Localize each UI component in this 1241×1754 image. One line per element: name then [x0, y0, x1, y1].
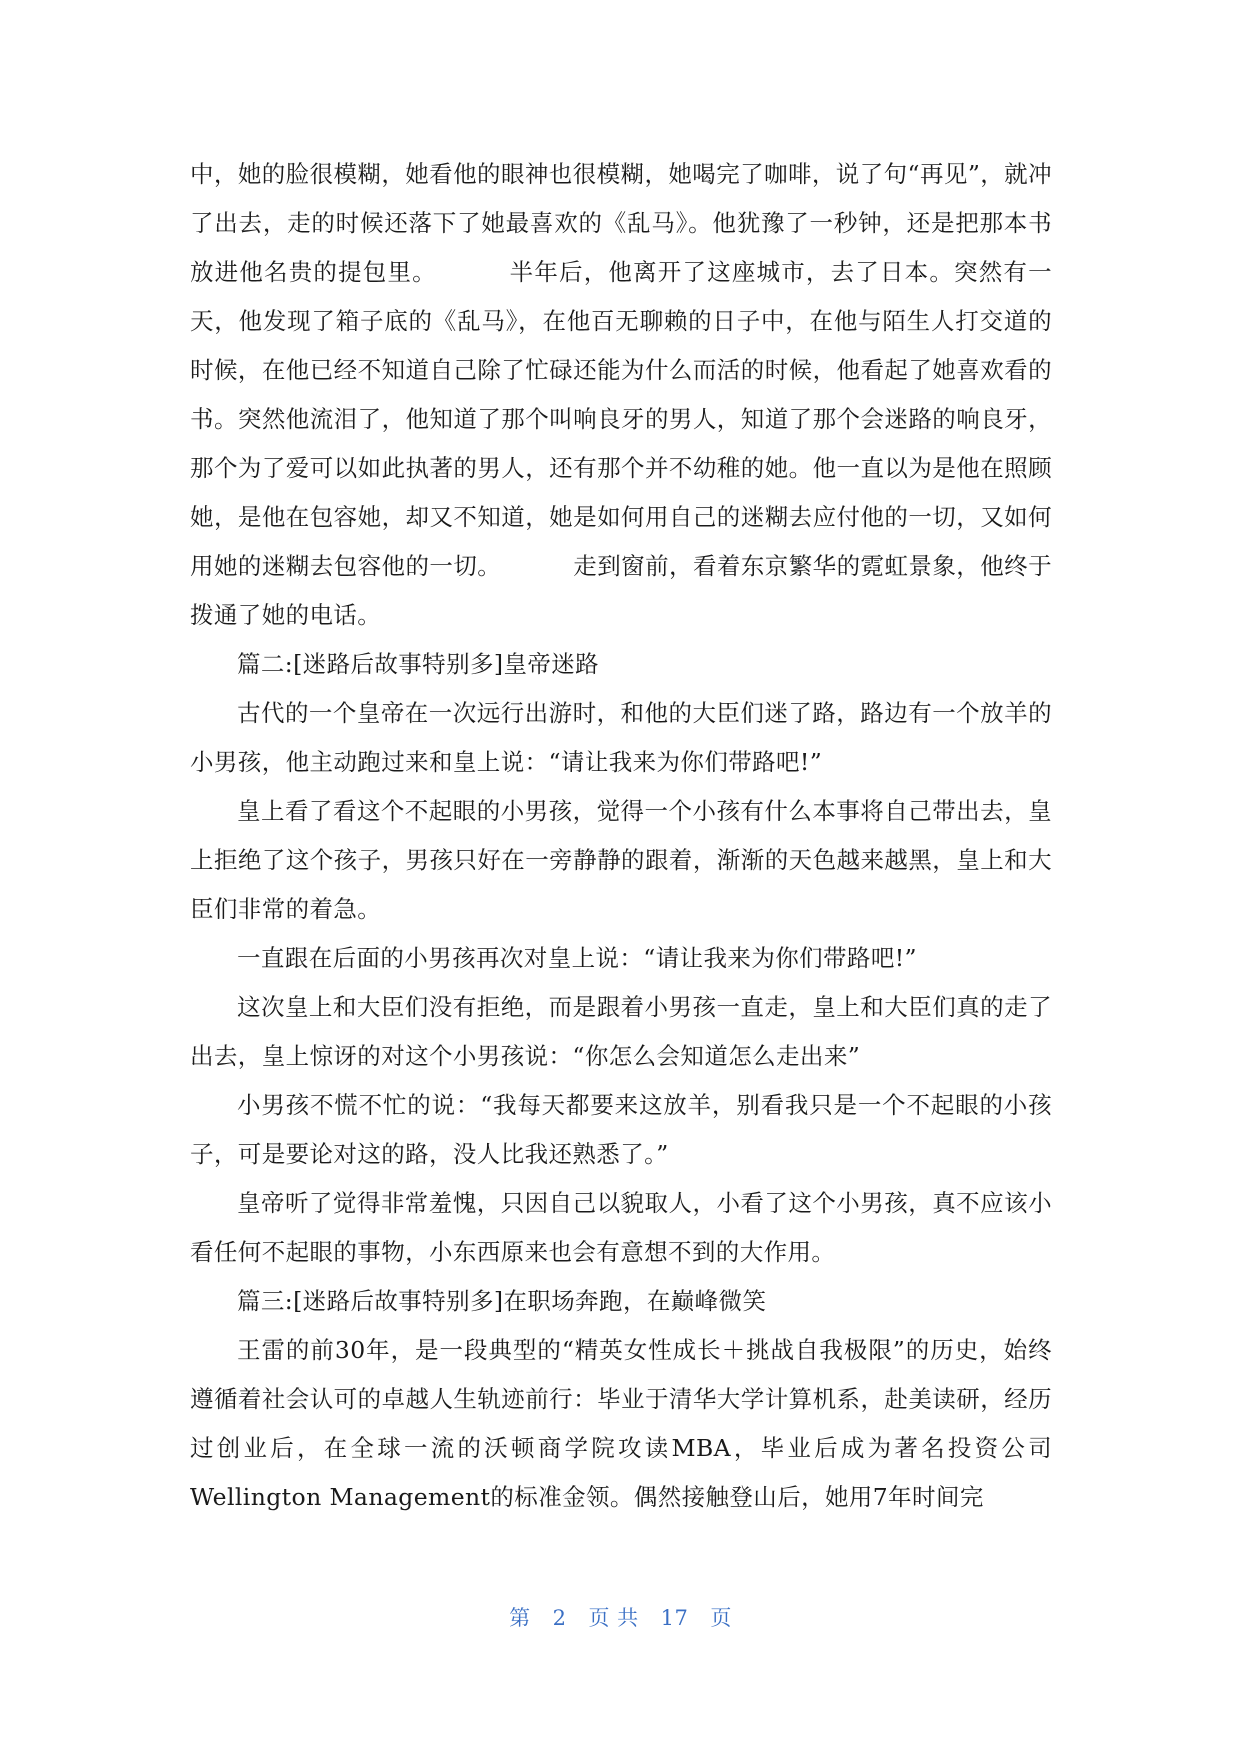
paragraph-text: 中，她的脸很模糊，她看他的眼神也很模糊，她喝完了咖啡，说了句“再见”，就冲了出去，走的时候还落下了她最喜欢的《乱马》。他犹豫了一秒钟，还是把那本书放进他名贵的提包里。: [190, 160, 1052, 286]
footer-total-pages: 17: [660, 1606, 689, 1630]
paragraph: 这次皇上和大臣们没有拒绝，而是跟着小男孩一直走，皇上和大臣们真的走了出去，皇上惊讶的对这个小男孩说：“你怎么会知道怎么走出来”: [190, 993, 1052, 1070]
footer-page-number: 2: [552, 1606, 567, 1630]
footer-suffix: 页: [710, 1606, 732, 1630]
footer-prefix: 第: [509, 1606, 531, 1630]
footer-middle: 页 共: [588, 1606, 639, 1630]
page-footer: [0, 1602, 1241, 1632]
paragraph-continued: [190, 150, 1052, 640]
paragraph: 皇帝听了觉得非常羞愧，只因自己以貌取人，小看了这个小男孩，真不应该小看任何不起眼的事物，小东西原来也会有意想不到的大作用。: [190, 1189, 1052, 1266]
paragraph-text: 走到窗前，看着东京繁华的霓虹景象，他终于拨通了她的电话。: [190, 552, 1053, 629]
paragraph: 王雷的前30年，是一段典型的“精英女性成长＋挑战自我极限”的历史，始终遵循着社会认可的卓越人生轨迹前行：毕业于清华大学计算机系，赴美读研，经历过创业后，在全球一流的沃顿商学院攻读MBA，毕业后成为著名投资公司Wellington Management的标准金领。偶然接触登山后，她用7年时间完: [190, 1336, 1052, 1511]
paragraph: 皇上看了看这个不起眼的小男孩，觉得一个小孩有什么本事将自己带出去，皇上拒绝了这个孩子，男孩只好在一旁静静的跟着，渐渐的天色越来越黑，皇上和大臣们非常的着急。: [190, 797, 1052, 923]
document-body: [190, 150, 1052, 1522]
paragraph-text: 半年后，他离开了这座城市，去了日本。突然有一天，他发现了箱子底的《乱马》，在他百无聊赖的日子中，在他与陌生人打交道的时候，在他已经不知道自己除了忙碌还能为什么而活的时候，他看起了她喜欢看的书。突然他流泪了，他知道了那个叫响良牙的男人，知道了那个会迷路的响良牙，那个为了爱可以如此执著的男人，还有那个并不幼稚的她。他一直以为是他在照顾她，是他在包容她，却又不知道，她是如何用自己的迷糊去应付他的一切，又如何用她的迷糊去包容他的一切。: [190, 258, 1052, 580]
section-heading-2: 篇二:[迷路后故事特别多]皇帝迷路: [237, 650, 600, 678]
paragraph: 古代的一个皇帝在一次远行出游时，和他的大臣们迷了路，路边有一个放羊的小男孩，他主动跑过来和皇上说：“请让我来为你们带路吧!”: [190, 699, 1052, 776]
paragraph: 小男孩不慌不忙的说：“我每天都要来这放羊，别看我只是一个不起眼的小孩子，可是要论对这的路，没人比我还熟悉了。”: [190, 1091, 1052, 1168]
paragraph: 一直跟在后面的小男孩再次对皇上说：“请让我来为你们带路吧!”: [237, 944, 917, 972]
section-heading-3: 篇三:[迷路后故事特别多]在职场奔跑，在巅峰微笑: [237, 1287, 767, 1315]
